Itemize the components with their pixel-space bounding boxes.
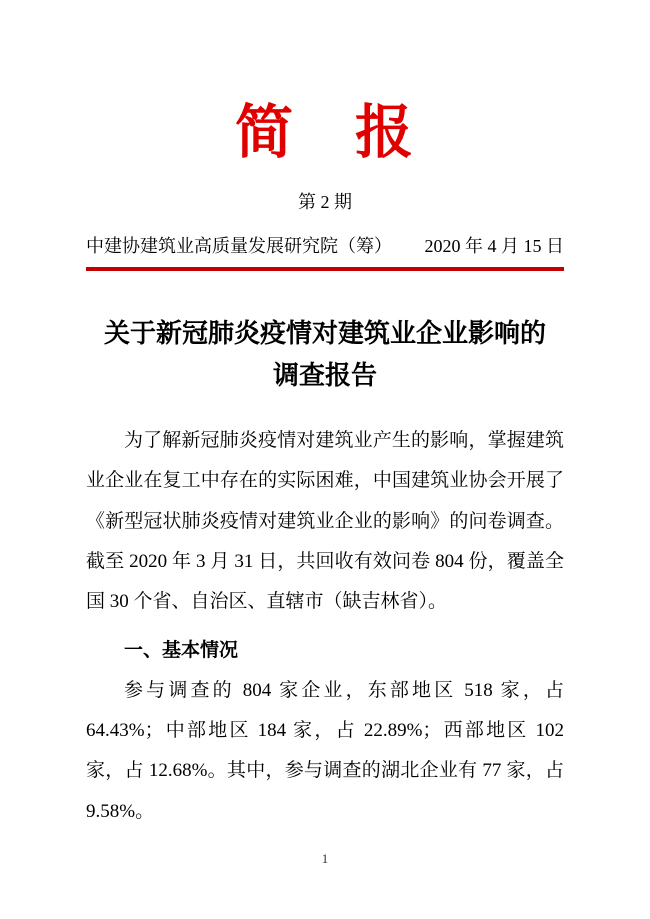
- section-heading-basic-situation: 一、基本情况: [124, 639, 239, 661]
- red-divider-rule: [86, 267, 564, 271]
- document-title-line2: 调查报告: [272, 361, 377, 391]
- document-title: [86, 313, 564, 397]
- document-title-line1: 关于新冠肺炎疫情对建筑业企业影响的: [103, 319, 546, 348]
- issue-label: 第 2 期: [298, 192, 352, 212]
- org-date-row: [86, 232, 564, 258]
- paragraph-introduction: 为了解新冠肺炎疫情对建筑业产生的影响，掌握建筑业企业在复工中存在的实际困难，中国建筑业协会开展了《新型冠状肺炎疫情对建筑业企业的影响》的问卷调查。截至 2020 年 3 月 31 日，共回收有效问卷 804 份，覆盖全国 30 个省、自治区、直辖市（缺吉林省）。: [86, 430, 564, 613]
- org-name: 中建协建筑业高质量发展研究院（筹）: [86, 236, 392, 256]
- issue-date: 2020 年 4 月 15 日: [424, 236, 564, 256]
- paragraph-survey-statistics: 参与调查的 804 家企业，东部地区 518 家，占 64.43%；中部地区 184 家，占 22.89%；西部地区 102 家，占 12.68%。其中，参与调查的湖北企业有 77 家，占 9.58%。: [86, 679, 564, 822]
- masthead-title: 简 报: [234, 100, 415, 165]
- page-number: 1: [321, 851, 329, 866]
